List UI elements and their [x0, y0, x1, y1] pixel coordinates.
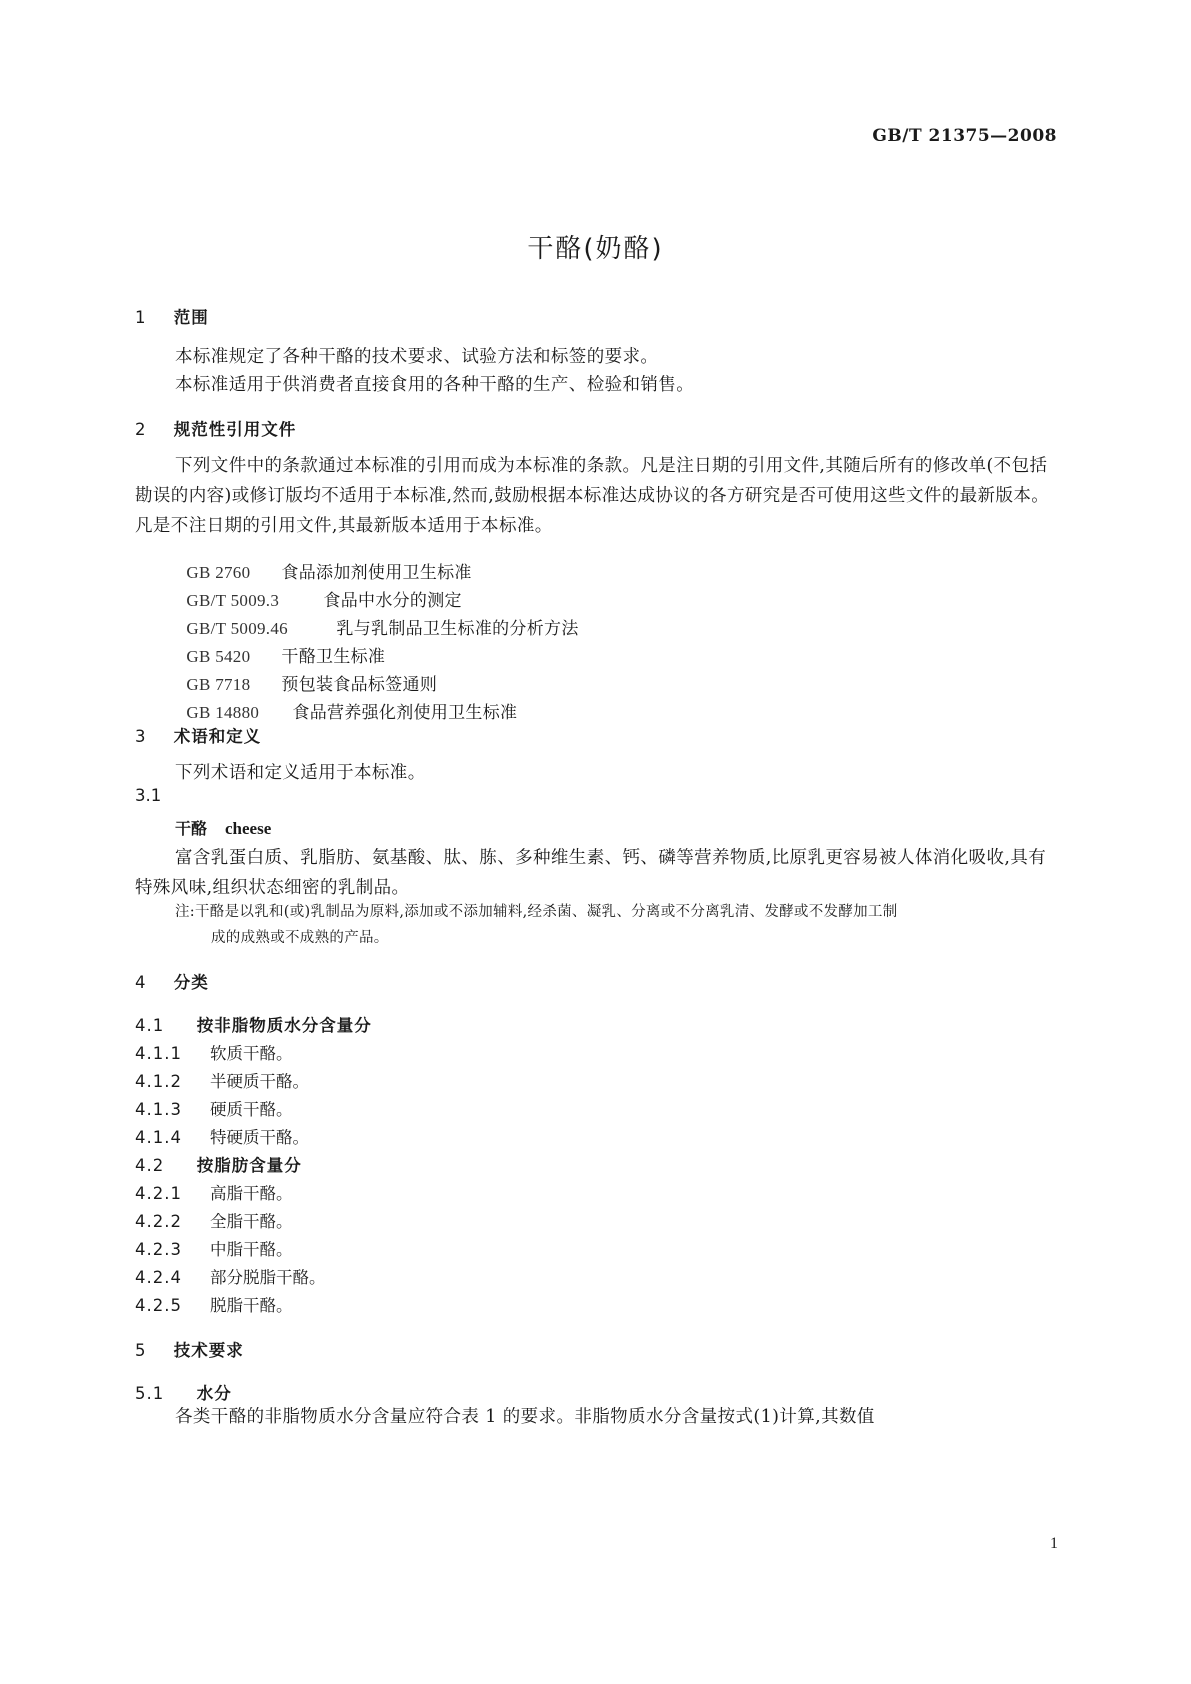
reference-title: 干酪卫生标准 — [281, 647, 386, 667]
section-heading-1 — [135, 304, 209, 328]
clause-number: 4.2.5 — [135, 1296, 182, 1315]
section-number: 4.2 — [135, 1156, 165, 1175]
scope-text-2: 本标准适用于供消费者直接食用的各种干酪的生产、检验和销售。 — [175, 375, 695, 395]
section-title: 水分 — [196, 1384, 232, 1403]
section-heading-2 — [135, 416, 296, 440]
clause-text: 部分脱脂干酪。 — [210, 1268, 326, 1287]
reference-code: GB 14880 — [186, 703, 260, 722]
clause-number: 4.2.3 — [135, 1240, 182, 1259]
term-note — [175, 899, 1057, 951]
section-title: 范围 — [173, 308, 209, 327]
clause-number: 4.1.3 — [135, 1100, 182, 1119]
term-definition: 富含乳蛋白质、乳脂肪、氨基酸、肽、胨、多种维生素、钙、磷等营养物质,比原乳更容易被人体消化吸收,具有特殊风味,组织状态细密的乳制品。 — [135, 848, 1047, 898]
term-heading — [175, 816, 271, 839]
clause-item — [135, 1208, 293, 1232]
reference-title: 预包装食品标签通则 — [281, 675, 438, 695]
clause-item — [135, 1180, 293, 1204]
section-title: 按脂肪含量分 — [196, 1156, 302, 1175]
clause-number: 4.2.2 — [135, 1212, 182, 1231]
reference-title: 食品营养强化剂使用卫生标准 — [292, 703, 518, 723]
clause-item — [135, 1068, 309, 1092]
section-number: 4 — [135, 973, 147, 992]
reference-title: 乳与乳制品卫生标准的分析方法 — [336, 619, 579, 639]
clause-number: 4.2.1 — [135, 1184, 182, 1203]
clause-item — [135, 1292, 293, 1316]
clause-text: 全脂干酪。 — [210, 1212, 293, 1231]
clause-text: 特硬质干酪。 — [210, 1128, 309, 1147]
clause-text: 中脂干酪。 — [210, 1240, 293, 1259]
section-title: 按非脂物质水分含量分 — [196, 1016, 372, 1035]
section-heading-5 — [135, 1337, 244, 1361]
reference-code: GB/T 5009.46 — [186, 619, 288, 638]
section-number: 4.1 — [135, 1016, 165, 1035]
subsection-heading-4-1 — [135, 1012, 372, 1036]
section-title: 规范性引用文件 — [173, 420, 297, 439]
section-number: 5 — [135, 1341, 147, 1360]
reference-code: GB/T 5009.3 — [186, 591, 280, 610]
clause-number: 4.1.4 — [135, 1128, 182, 1147]
reference-item — [175, 678, 517, 723]
section-heading-3 — [135, 723, 261, 747]
clause-number: 4.1.2 — [135, 1072, 182, 1091]
moisture-text: 各类干酪的非脂物质水分含量应符合表 1 的要求。非脂物质水分含量按式(1)计算,其数值 — [175, 1407, 875, 1427]
term-chinese: 干酪 — [175, 819, 208, 838]
reference-code: GB 7718 — [186, 675, 251, 694]
clause-text: 半硬质干酪。 — [210, 1072, 309, 1091]
note-label: 注: — [175, 904, 195, 920]
clause-text: 软质干酪。 — [210, 1044, 293, 1063]
terms-intro: 下列术语和定义适用于本标准。 — [175, 763, 426, 783]
clause-text: 脱脂干酪。 — [210, 1296, 293, 1315]
section-title: 术语和定义 — [173, 727, 262, 746]
clause-text: 高脂干酪。 — [210, 1184, 293, 1203]
clause-number: 4.1.1 — [135, 1044, 182, 1063]
clause-item — [135, 1264, 326, 1288]
section-heading-4 — [135, 969, 209, 993]
section-title: 技术要求 — [173, 1341, 244, 1360]
normative-references-intro: 下列文件中的条款通过本标准的引用而成为本标准的条款。凡是注日期的引用文件,其随后所有的修改单(不包括勘误的内容)或修订版均不适用于本标准,然而,鼓励根据本标准达成协议的各方研究是否可使用这些文件的最新版本。凡是不注日期的引用文件,其最新版本适用于本标准。 — [135, 456, 1050, 536]
clause-item — [135, 1096, 293, 1120]
scope-text-1: 本标准规定了各种干酪的技术要求、试验方法和标签的要求。 — [175, 347, 659, 367]
section-number: 3 — [135, 727, 147, 746]
clause-item — [135, 1040, 293, 1064]
clause-item — [135, 1236, 293, 1260]
clause-text: 硬质干酪。 — [210, 1100, 293, 1119]
subsection-heading-5-1 — [135, 1380, 232, 1404]
clause-number-3-1: 3.1 — [135, 786, 162, 805]
reference-title: 食品添加剂使用卫生标准 — [281, 563, 472, 583]
note-text-line-2: 成的成熟或不成熟的产品。 — [211, 930, 389, 946]
note-text-line-1: 干酪是以乳和(或)乳制品为原料,添加或不添加辅料,经杀菌、凝乳、分离或不分离乳清、发酵或不发酵加工制 — [195, 904, 898, 920]
standard-code: GB/T 21375—2008 — [872, 126, 1057, 146]
reference-code: GB 2760 — [186, 563, 251, 582]
page-number: 1 — [1050, 1535, 1058, 1552]
reference-title: 食品中水分的测定 — [323, 591, 462, 611]
term-english: cheese — [225, 819, 272, 838]
section-number: 5.1 — [135, 1384, 165, 1403]
section-number: 2 — [135, 420, 147, 439]
document-title: 干酪(奶酪) — [527, 234, 664, 264]
clause-item — [135, 1124, 309, 1148]
reference-code: GB 5420 — [186, 647, 251, 666]
section-number: 1 — [135, 308, 147, 327]
clause-number: 4.2.4 — [135, 1268, 182, 1287]
section-title: 分类 — [173, 973, 209, 992]
subsection-heading-4-2 — [135, 1152, 302, 1176]
